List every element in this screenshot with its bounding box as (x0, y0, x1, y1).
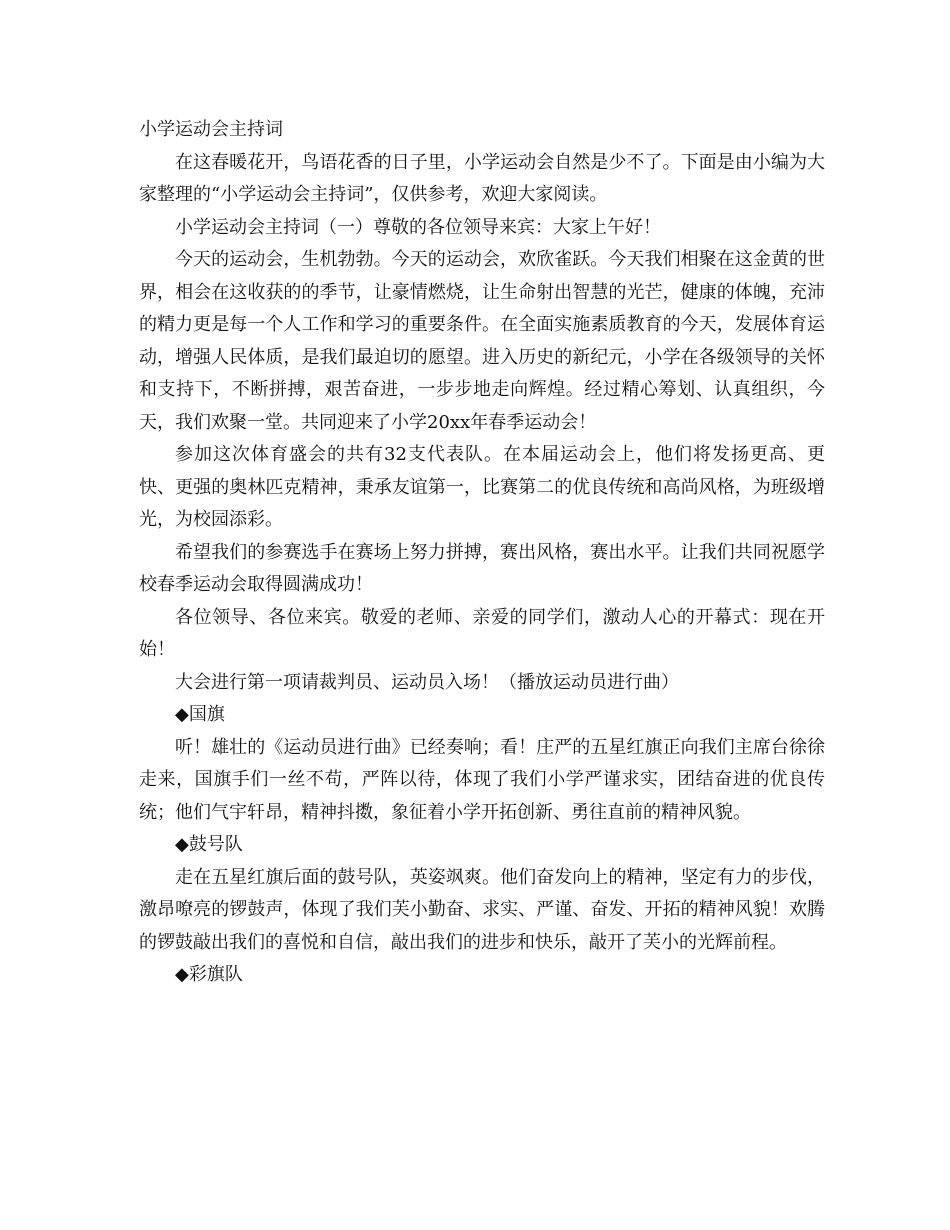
document-body (139, 114, 825, 992)
bullet-heading-flag: ◆国旗 (175, 704, 225, 725)
body-paragraph: 各位领导、各位来宾。敬爱的老师、亲爱的同学们，激动人心的开幕式：现在开始！ (139, 606, 825, 660)
bullet-heading-banner-team: ◆彩旗队 (175, 964, 243, 985)
section-heading-one: 小学运动会主持词（一）尊敬的各位领导来宾：大家上午好！ (175, 216, 661, 238)
intro-paragraph: 在这春暖花开，鸟语花香的日子里，小学运动会自然是少不了。下面是由小编为大家整理的“小学运动会主持词”，仅供参考，欢迎大家阅读。 (139, 151, 825, 205)
body-paragraph: 走在五星红旗后面的鼓号队，英姿飒爽。他们奋发向上的精神，坚定有力的步伐，激昂嘹亮的锣鼓声，体现了我们芙小勤奋、求实、严谨、奋发、开拓的精神风貌！欢腾的锣鼓敲出我们的喜悦和自信，敲出我们的进步和快乐，敲开了芙小的光辉前程。 (139, 866, 825, 953)
body-paragraph: 大会进行第一项请裁判员、运动员入场！（播放运动员进行曲） (175, 671, 679, 693)
document-title: 小学运动会主持词 (139, 119, 283, 140)
body-paragraph: 希望我们的参赛选手在赛场上努力拼搏，赛出风格，赛出水平。让我们共同祝愿学校春季运动会取得圆满成功！ (139, 541, 825, 595)
bullet-heading-drum-band: ◆鼓号队 (175, 834, 243, 855)
body-paragraph: 今天的运动会，生机勃勃。今天的运动会，欢欣雀跃。今天我们相聚在这金黄的世界，相会在这收获的的季节，让豪情燃烧，让生命射出智慧的光芒，健康的体魄，充沛的精力更是每一个人工作和学习的重要条件。在全面实施素质教育的今天，发展体育运动，增强人民体质，是我们最迫切的愿望。进入历史的新纪元，小学在各级领导的关怀和支持下，不断拼搏，艰苦奋进，一步步地走向辉煌。经过精心筹划、认真组织，今天，我们欢聚一堂。共同迎来了小学20xx年春季运动会！ (139, 249, 825, 433)
body-paragraph: 听！雄壮的《运动员进行曲》已经奏响；看！庄严的五星红旗正向我们主席台徐徐走来，国旗手们一丝不苟，严阵以待，体现了我们小学严谨求实，团结奋进的优良传统；他们气宇轩昂，精神抖擞，象征着小学开拓创新、勇往直前的精神风貌。 (139, 736, 825, 823)
body-paragraph: 参加这次体育盛会的共有32支代表队。在本届运动会上，他们将发扬更高、更快、更强的奥林匹克精神，秉承友谊第一，比赛第二的优良传统和高尚风格，为班级增光，为校园添彩。 (139, 444, 825, 530)
